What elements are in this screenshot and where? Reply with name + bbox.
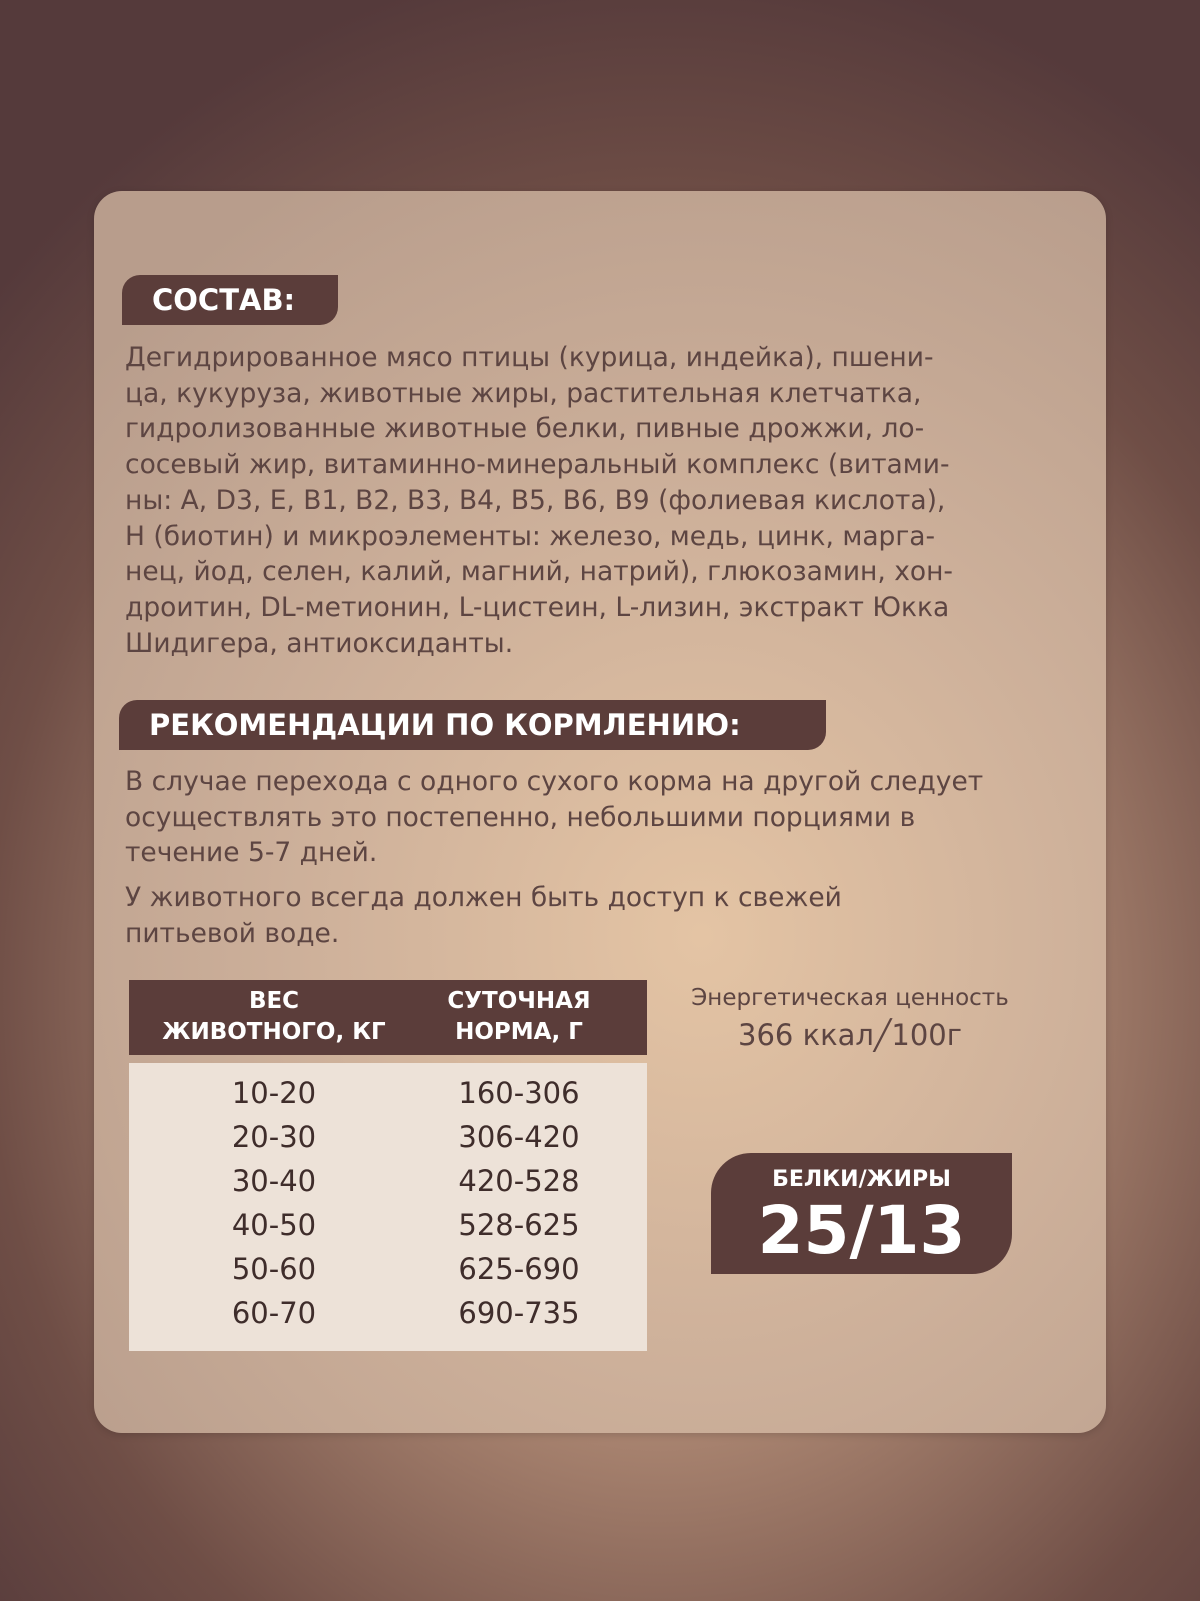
composition-line: нец, йод, селен, калий, магний, натрий), глюкозамин, хон- [125, 556, 953, 588]
weight-column-header [129, 986, 419, 1048]
protein-fat-label: БЕЛКИ/ЖИРЫ [772, 1167, 951, 1192]
weight-cell: 50-60 [231, 1252, 317, 1286]
table-row [129, 1247, 647, 1291]
weight-cell: 40-50 [231, 1208, 317, 1242]
norm-column-header [399, 986, 639, 1048]
feeding-line: В случае перехода с одного сухого корма на другой следует [125, 766, 984, 797]
protein-fat-badge [711, 1153, 1012, 1274]
norm-cell: 528-625 [458, 1208, 580, 1242]
composition-heading-text: СОСТАВ: [152, 283, 296, 317]
composition-text [125, 340, 953, 661]
table-row [129, 1159, 647, 1203]
composition-line: сосевый жир, витаминно-минеральный комплекс (витами- [125, 449, 950, 481]
feeding-heading-text: РЕКОМЕНДАЦИИ ПО КОРМЛЕНИЮ: [149, 708, 741, 742]
weight-cell: 30-40 [231, 1164, 317, 1198]
feeding-paragraph-2 [125, 880, 842, 951]
table-body [129, 1063, 647, 1351]
feeding-line: питьевой воде. [125, 917, 340, 949]
feeding-heading [119, 700, 826, 750]
protein-fat-value: 25/13 [757, 1192, 966, 1269]
norm-cell: 420-528 [458, 1164, 580, 1198]
norm-cell: 306-420 [458, 1120, 580, 1154]
table-row [129, 1115, 647, 1159]
norm-header-line: СУТОЧНАЯ [447, 988, 591, 1014]
composition-line: гидролизованные животные белки, пивные дрожжи, ло- [125, 413, 925, 445]
feeding-line: осуществлять это постепенно, небольшими порциями в [125, 801, 916, 833]
composition-line: Дегидрированное мясо птицы (курица, индейка), пшени- [125, 342, 934, 373]
composition-line: ца, кукуруза, животные жиры, растительная клетчатка, [125, 377, 922, 409]
energy-label: Энергетическая ценность [691, 985, 1009, 1011]
weight-header-line: ВЕС [248, 988, 300, 1014]
composition-heading [122, 275, 338, 325]
norm-header-line: НОРМА, Г [455, 1019, 583, 1045]
table-row [129, 1071, 647, 1115]
composition-line: Шидигера, антиоксиданты. [125, 627, 514, 659]
feeding-line: течение 5-7 дней. [125, 837, 378, 869]
table-row [129, 1291, 647, 1335]
weight-cell: 20-30 [231, 1120, 317, 1154]
weight-header-line: ЖИВОТНОГО, КГ [162, 1019, 386, 1045]
composition-line: H (биотин) и микроэлементы: железо, медь, цинк, марга- [125, 520, 936, 552]
table-header [129, 980, 647, 1055]
table-row [129, 1203, 647, 1247]
feeding-paragraph-1 [125, 764, 983, 871]
norm-cell: 625-690 [458, 1252, 580, 1286]
feeding-table [129, 980, 647, 1351]
weight-cell: 10-20 [231, 1076, 317, 1110]
composition-line: ны: A, D3, E, B1, B2, B3, B4, B5, B6, B9 (фолиевая кислота), [125, 484, 946, 516]
norm-cell: 160-306 [458, 1076, 580, 1110]
weight-cell: 60-70 [231, 1296, 317, 1330]
feeding-line: У животного всегда должен быть доступ к свежей [125, 882, 842, 913]
norm-cell: 690-735 [458, 1296, 580, 1330]
energy-value: 366 ккал╱100г [738, 1018, 962, 1052]
composition-line: дроитин, DL-метионин, L-цистеин, L-лизин, экстракт Юкка [125, 591, 950, 623]
